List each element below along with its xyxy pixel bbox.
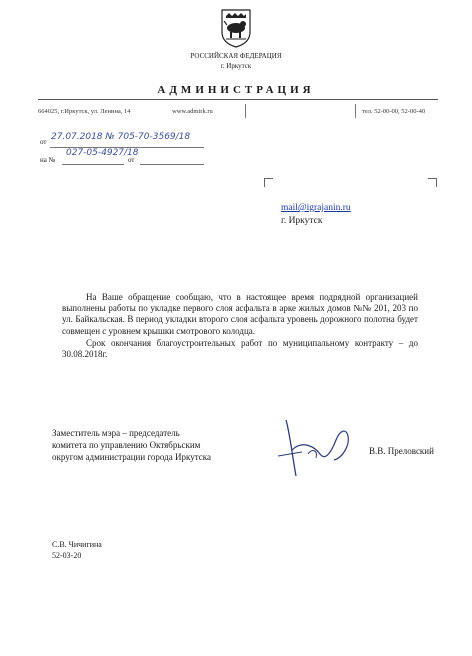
recipient-city: г. Иркутск bbox=[281, 216, 323, 226]
reg-reply-underline bbox=[62, 164, 124, 165]
signer-name: В.В. Преловский bbox=[369, 446, 434, 456]
header-title: АДМИНИСТРАЦИЯ bbox=[157, 84, 315, 96]
header-phones: тел. 52-00-00, 52-00-40 bbox=[362, 108, 426, 115]
recipient-corner-mark bbox=[264, 178, 273, 187]
signer-position-line: округом администрации города Иркутска bbox=[52, 452, 211, 462]
header-divider bbox=[38, 99, 438, 100]
reg-reply-value: 027-05-4927/18 bbox=[66, 148, 139, 158]
body-paragraph: Срок окончания благоустроительных работ по муниципальному контракту – до 30.08.2018г. bbox=[62, 337, 418, 360]
header-website: www.admirk.ru bbox=[172, 108, 213, 115]
header-country: РОССИЙСКАЯ ФЕДЕРАЦИЯ bbox=[190, 52, 282, 60]
coat-of-arms-emblem bbox=[220, 8, 252, 48]
letter-body bbox=[62, 292, 418, 361]
header-tick bbox=[355, 104, 356, 118]
recipient-corner-mark bbox=[428, 178, 437, 187]
reg-reply-label: на № bbox=[40, 156, 56, 164]
reg-reply-date-underline bbox=[140, 164, 204, 165]
reg-from-label: от bbox=[40, 138, 47, 146]
handwritten-signature bbox=[272, 410, 360, 486]
body-paragraph: На Ваше обращение сообщаю, что в настоящее время подрядной организацией выполнены работы по укладке первого слоя асфальта в арке жилых домов №№ 201, 203 по ул. Байкальская. В период укладки второго слоя асфальта уровень дорожного полотна будет совмещен с уровнем крышки смотрового колодца. bbox=[62, 292, 418, 336]
reg-reply-from-label: от bbox=[128, 156, 135, 164]
reg-from-value: 27.07.2018 № 705-70-3569/18 bbox=[51, 132, 191, 142]
recipient-email[interactable]: mail@igrajanin.ru bbox=[281, 203, 351, 213]
executor-phone: 52-03-20 bbox=[52, 551, 82, 560]
header-tick bbox=[245, 104, 246, 118]
signer-position-line: Заместитель мэра – председатель bbox=[52, 428, 180, 438]
executor-name: С.В. Чичигина bbox=[52, 540, 102, 549]
header-city: г. Иркутск bbox=[220, 62, 252, 70]
signer-position-line: комитета по управлению Октябрьским bbox=[52, 440, 201, 450]
header-address: 664025, г.Иркутск, ул. Ленина, 14 bbox=[38, 108, 131, 115]
